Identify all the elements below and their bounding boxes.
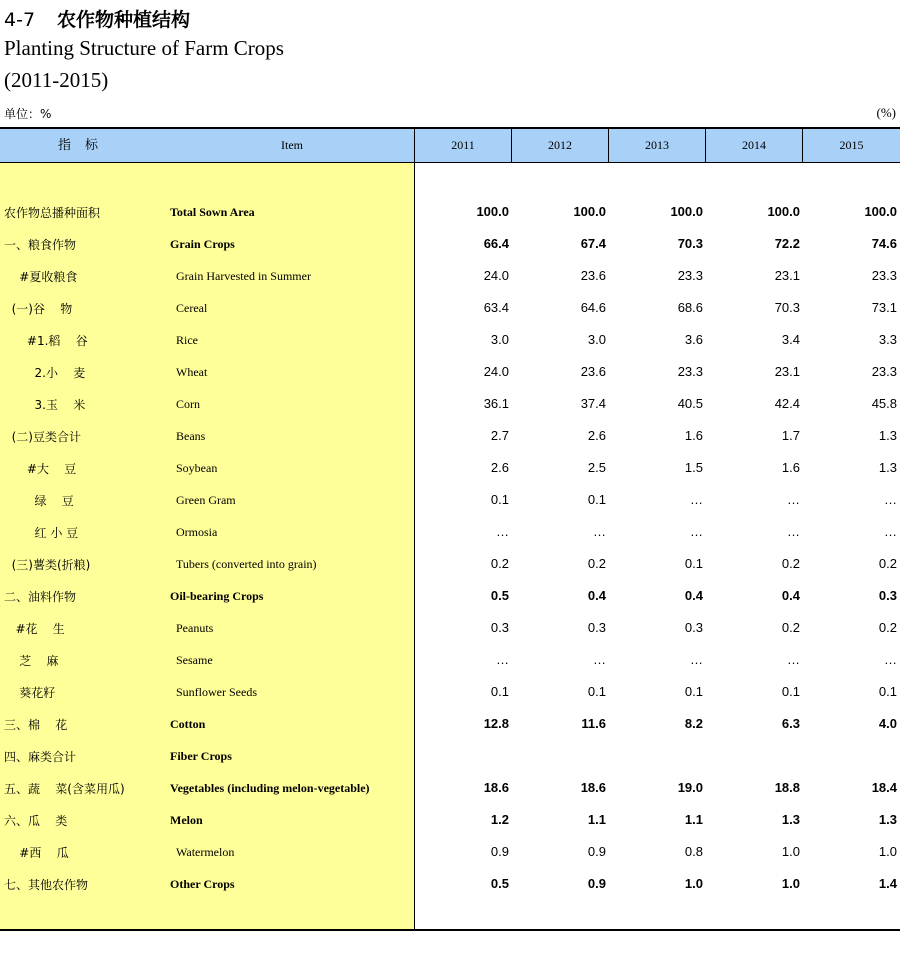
value-cell: 0.1 (490, 684, 509, 699)
value-cell: 24.0 (483, 364, 509, 379)
value-cell: 67.4 (580, 236, 606, 251)
table-row (0, 612, 900, 644)
value-cell: 1.3 (878, 428, 897, 443)
value-cell: 0.9 (587, 876, 606, 891)
value-cell: 19.0 (677, 780, 703, 795)
value-cell: … (884, 492, 897, 507)
header-year-2015: 2015 (839, 138, 864, 152)
value-cell: 70.3 (774, 300, 800, 315)
header-year-2011: 2011 (451, 138, 475, 152)
value-cell: 8.2 (684, 716, 703, 731)
value-cell: … (593, 524, 606, 539)
row-label-cn: 二、油料作物 (4, 590, 77, 604)
header-year-2012: 2012 (548, 138, 572, 152)
row-label-en: Soybean (176, 461, 218, 475)
row-label-cn: #1.稻 谷 (4, 334, 88, 348)
value-cell: 2.6 (490, 460, 509, 475)
value-cell: 100.0 (767, 204, 800, 219)
row-label-en: Watermelon (176, 845, 235, 859)
value-cell: 1.1 (684, 812, 703, 827)
row-label-en: Vegetables (including melon-vegetable) (170, 781, 370, 795)
value-cell: 3.3 (878, 332, 897, 347)
unit-label-cn: 单位：% (4, 107, 52, 121)
value-cell: 1.3 (878, 812, 897, 827)
value-cell: 68.6 (677, 300, 703, 315)
value-cell: 0.2 (878, 556, 897, 571)
unit-label-en: (%) (876, 105, 896, 120)
value-cell: 0.8 (684, 844, 703, 859)
value-cell: 1.7 (781, 428, 800, 443)
table-title-en: Planting Structure of Farm Crops (4, 36, 284, 60)
row-label-cn: 芝 麻 (4, 654, 59, 668)
row-label-cn: (一)谷 物 (4, 302, 73, 316)
value-cell: 100.0 (864, 204, 897, 219)
row-label-cn: 一、粮食作物 (4, 238, 77, 252)
table-number: 4-7 (4, 9, 36, 31)
row-label-en: Cereal (176, 301, 208, 315)
value-cell: 1.6 (684, 428, 703, 443)
value-cell: 0.2 (587, 556, 606, 571)
value-cell: 0.3 (878, 588, 897, 603)
table-row (0, 868, 900, 900)
row-label-en: Oil-bearing Crops (170, 589, 264, 603)
row-label-en: Fiber Crops (170, 749, 232, 763)
row-label-cn: 农作物总播种面积 (4, 206, 101, 220)
row-label-cn: 六、瓜 类 (4, 814, 68, 828)
row-label-en: Rice (176, 333, 198, 347)
table-years: (2011-2015) (4, 68, 109, 92)
row-label-en: Corn (176, 397, 200, 411)
value-cell: 100.0 (670, 204, 703, 219)
value-cell: 24.0 (483, 268, 509, 283)
value-cell: … (496, 652, 509, 667)
value-cell: 0.2 (490, 556, 509, 571)
value-cell: 1.2 (490, 812, 509, 827)
row-label-cn: #西 瓜 (4, 846, 69, 860)
table-row (0, 580, 900, 612)
value-cell: 3.4 (781, 332, 800, 347)
value-cell: 37.4 (580, 396, 606, 411)
row-label-cn: 3.玉 米 (4, 398, 86, 412)
value-cell: 72.2 (774, 236, 800, 251)
table-row (0, 516, 900, 548)
value-cell: 1.0 (781, 844, 800, 859)
value-cell: 0.5 (490, 876, 509, 891)
row-label-en: Peanuts (176, 621, 214, 635)
value-cell: 0.1 (684, 556, 703, 571)
value-cell: 3.6 (684, 332, 703, 347)
value-cell: … (690, 652, 703, 667)
value-cell: 23.3 (871, 268, 897, 283)
table-row (0, 836, 900, 868)
row-label-cn: #大 豆 (4, 462, 77, 476)
value-cell: 18.6 (483, 780, 509, 795)
value-cell: 12.8 (483, 716, 509, 731)
table-row (0, 676, 900, 708)
table-row (0, 356, 900, 388)
value-cell: 23.3 (677, 364, 703, 379)
value-cell: 1.0 (878, 844, 897, 859)
row-label-en: Tubers (converted into grain) (176, 557, 317, 571)
value-cell: 0.4 (684, 588, 703, 603)
value-cell: 40.5 (677, 396, 703, 411)
row-label-en: Sesame (176, 653, 213, 667)
row-label-cn: 绿 豆 (4, 494, 74, 508)
table-row (0, 484, 900, 516)
value-cell: 6.3 (781, 716, 800, 731)
table-row (0, 324, 900, 356)
value-cell: 1.3 (781, 812, 800, 827)
value-cell: 100.0 (573, 204, 606, 219)
value-cell: 0.3 (684, 620, 703, 635)
value-cell: 73.1 (871, 300, 897, 315)
value-cell: 23.3 (871, 364, 897, 379)
table-header (0, 129, 900, 163)
row-label-cn: 三、棉 花 (4, 718, 68, 732)
value-cell: 0.2 (781, 620, 800, 635)
table-row (0, 548, 900, 580)
header-item: Item (281, 138, 303, 152)
table-row (0, 388, 900, 420)
row-label-en: Sunflower Seeds (176, 685, 257, 699)
value-cell: 18.6 (580, 780, 606, 795)
value-cell: … (884, 524, 897, 539)
value-cell: 0.1 (781, 684, 800, 699)
table-row (0, 228, 900, 260)
value-cell: 0.5 (490, 588, 509, 603)
table-row (0, 196, 900, 228)
table-row (0, 452, 900, 484)
value-cell: 2.6 (587, 428, 606, 443)
row-label-en: Total Sown Area (170, 205, 255, 219)
value-cell: 66.4 (483, 236, 509, 251)
row-label-cn: 2.小 麦 (4, 366, 86, 380)
value-cell: 0.1 (684, 684, 703, 699)
row-label-en: Wheat (176, 365, 208, 379)
value-cell: 0.1 (587, 492, 606, 507)
table-row (0, 740, 900, 772)
value-cell: 0.9 (490, 844, 509, 859)
row-label-en: Ormosia (176, 525, 218, 539)
table-bottom-rule (0, 929, 900, 931)
value-cell: 63.4 (483, 300, 509, 315)
value-cell: … (593, 652, 606, 667)
value-cell: 1.3 (878, 460, 897, 475)
row-label-en: Grain Harvested in Summer (176, 269, 311, 283)
row-label-cn: #夏收粮食 (4, 270, 78, 284)
row-label-cn: 五、蔬 菜(含菜用瓜) (4, 782, 125, 796)
table-title-cn (4, 5, 190, 32)
value-cell: 1.4 (878, 876, 897, 891)
value-cell: … (787, 492, 800, 507)
value-cell: 23.1 (774, 364, 800, 379)
row-label-en: Beans (176, 429, 206, 443)
header-year-2013: 2013 (645, 138, 669, 152)
value-cell: 0.1 (878, 684, 897, 699)
row-label-en: Grain Crops (170, 237, 235, 251)
row-label-en: Cotton (170, 717, 206, 731)
table-row (0, 804, 900, 836)
value-cell: … (787, 524, 800, 539)
row-label-en: Melon (170, 813, 203, 827)
value-cell: 45.8 (871, 396, 897, 411)
table-title-cn-text: 农作物种植结构 (57, 9, 191, 31)
value-cell: … (690, 524, 703, 539)
table-row (0, 292, 900, 324)
value-cell: 0.3 (490, 620, 509, 635)
table-row (0, 260, 900, 292)
value-cell: 74.6 (871, 236, 897, 251)
value-cell: 1.0 (684, 876, 703, 891)
row-label-cn: (二)豆类合计 (4, 430, 81, 444)
value-cell: … (787, 652, 800, 667)
row-label-en: Green Gram (176, 493, 236, 507)
value-cell: 0.4 (587, 588, 606, 603)
row-label-cn: #花 生 (4, 622, 65, 636)
row-label-cn: 红 小 豆 (4, 526, 79, 540)
value-cell: 0.1 (587, 684, 606, 699)
table-row (0, 644, 900, 676)
table-row (0, 420, 900, 452)
value-cell: 18.4 (871, 780, 897, 795)
value-cell: 4.0 (878, 716, 897, 731)
value-cell: 3.0 (587, 332, 606, 347)
value-cell: 23.6 (580, 268, 606, 283)
value-cell: 18.8 (774, 780, 800, 795)
value-cell: 0.3 (587, 620, 606, 635)
value-cell: 1.0 (781, 876, 800, 891)
header-indicator: 指标 (57, 138, 112, 153)
value-cell: 3.0 (490, 332, 509, 347)
value-cell: 2.7 (490, 428, 509, 443)
value-cell: 11.6 (581, 716, 606, 731)
value-cell: 0.2 (781, 556, 800, 571)
value-cell: 1.1 (587, 812, 606, 827)
value-cell: 23.3 (677, 268, 703, 283)
row-label-cn: 四、麻类合计 (4, 750, 77, 764)
value-cell: … (496, 524, 509, 539)
value-cell: 0.1 (490, 492, 509, 507)
value-cell: … (884, 652, 897, 667)
value-cell: 1.6 (781, 460, 800, 475)
value-cell: 23.1 (774, 268, 800, 283)
value-cell: 70.3 (677, 236, 703, 251)
value-cell: 64.6 (580, 300, 606, 315)
row-label-cn: (三)薯类(折粮) (4, 558, 91, 572)
value-cell: 23.6 (580, 364, 606, 379)
value-cell: 100.0 (476, 204, 509, 219)
value-cell: 42.4 (774, 396, 800, 411)
table-row (0, 708, 900, 740)
row-label-en: Other Crops (170, 877, 235, 891)
value-cell: 36.1 (483, 396, 509, 411)
value-cell: 0.2 (878, 620, 897, 635)
value-cell: 0.9 (587, 844, 606, 859)
row-label-cn: 葵花籽 (4, 686, 56, 700)
data-table (0, 127, 900, 931)
table-row (0, 772, 900, 804)
value-cell: 0.4 (781, 588, 800, 603)
value-cell: … (690, 492, 703, 507)
row-label-cn: 七、其他农作物 (4, 878, 89, 892)
value-cell: 2.5 (587, 460, 606, 475)
value-cell: 1.5 (684, 460, 703, 475)
header-year-2014: 2014 (742, 138, 766, 152)
